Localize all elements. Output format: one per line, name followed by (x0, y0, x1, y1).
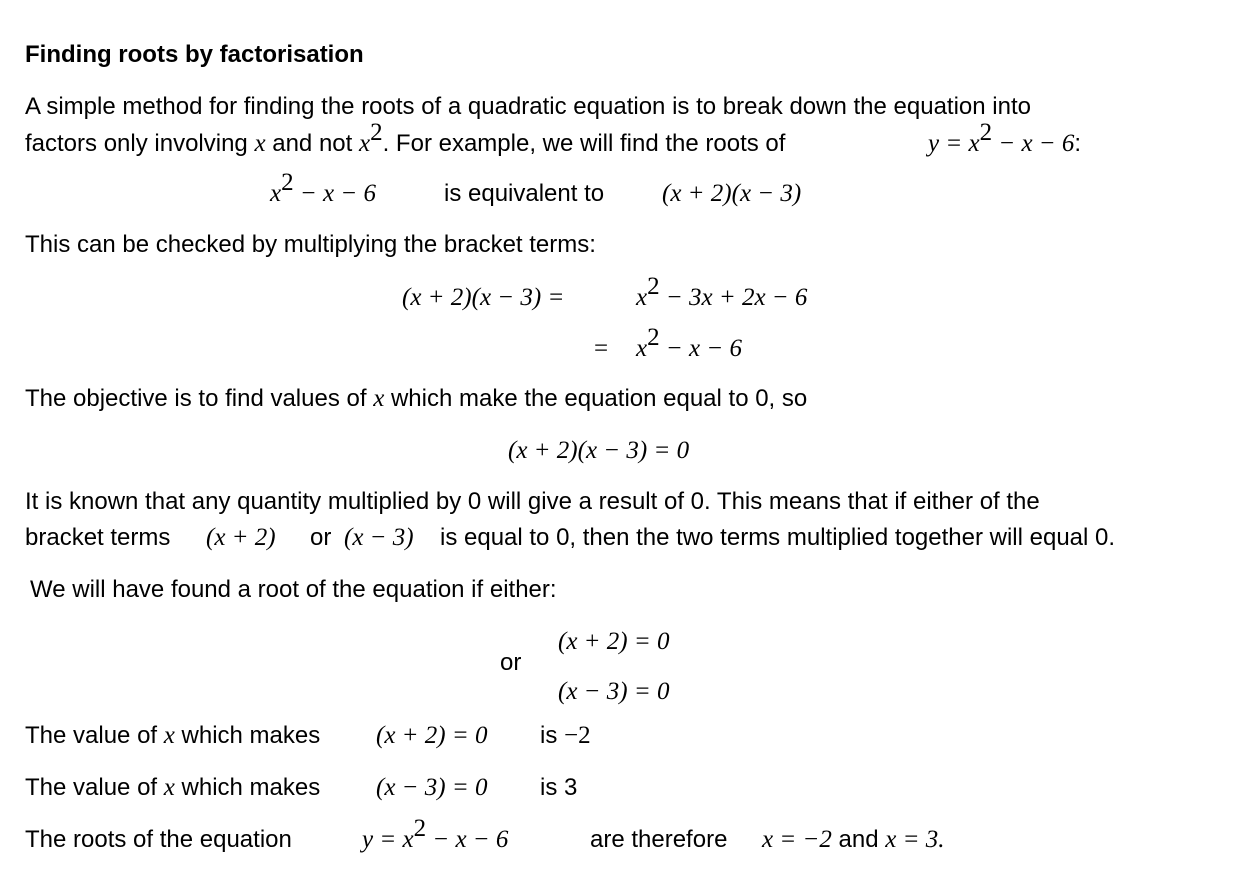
known-line-2a: bracket terms (25, 524, 171, 551)
value-2-equation: (x − 3) = 0 (376, 774, 488, 801)
root-and: and (831, 826, 886, 853)
option-equation-2: (x − 3) = 0 (558, 678, 670, 705)
eq-y: y = (928, 130, 969, 157)
option-or: or (500, 649, 522, 676)
concl-exponent: 2 (413, 815, 427, 842)
value-2-a: The value of (25, 774, 164, 801)
concl-y: y = (362, 826, 403, 853)
expand-equals: = (594, 335, 609, 362)
conclusion-b: are therefore (590, 826, 728, 853)
conclusion-roots (762, 825, 944, 855)
objective-b: which make the equation equal to 0, so (384, 385, 808, 412)
intro-text-c: . For example, we will find the roots of (382, 130, 786, 157)
intro-line-1: A simple method for finding the roots of a quadratic equation is to break down the equation into (25, 93, 1031, 120)
eq-x: x (968, 130, 980, 157)
value-1-val: −2 (564, 722, 591, 749)
concl-rest: − x − 6 (426, 826, 509, 853)
objective-text (25, 384, 807, 414)
zero-equation: (x + 2)(x − 3) = 0 (508, 437, 690, 464)
objective-x: x (373, 385, 385, 412)
var-x-squared: x (358, 130, 371, 157)
rhs2-rest: − x − 6 (659, 335, 742, 362)
intro-text-b: and not (265, 130, 359, 157)
intro-text-a: factors only involving (25, 130, 255, 157)
known-line-2b: is equal to 0, then the two terms multiplied together will equal 0. (440, 524, 1116, 551)
expand-rhs-2 (636, 324, 742, 364)
value-1-result (540, 721, 591, 751)
intro-equation (928, 119, 1082, 159)
root-1: x = −2 (762, 826, 832, 853)
value-1-a: The value of (25, 722, 164, 749)
eq-rest: − x − 6 (992, 130, 1075, 157)
check-text: This can be checked by multiplying the bracket terms: (25, 231, 596, 258)
exponent: 2 (370, 119, 383, 146)
value-2-result: is 3 (540, 774, 578, 801)
known-term-1: (x + 2) (206, 524, 276, 551)
conclusion-a: The roots of the equation (25, 826, 292, 853)
value-1-is: is (540, 722, 558, 749)
value-1-text (25, 721, 320, 751)
value-2-text (25, 773, 320, 803)
objective-a: The objective is to find values of (25, 385, 374, 412)
rhs2-x: x (636, 335, 648, 362)
eq-exponent: 2 (979, 119, 993, 146)
lhs-x: x (270, 180, 282, 207)
equiv-rhs: (x + 2)(x − 3) (662, 180, 802, 207)
value-1-x: x (163, 722, 175, 749)
rhs1-exponent: 2 (647, 273, 660, 300)
rhs2-exponent: 2 (647, 324, 660, 351)
known-term-2: (x − 3) (344, 524, 414, 551)
rhs1-rest: − 3x + 2x − 6 (659, 284, 808, 311)
root-2: x = 3. (885, 826, 945, 853)
found-text: We will have found a root of the equation if either: (30, 576, 557, 603)
lhs-exponent: 2 (281, 169, 294, 196)
known-line-1: It is known that any quantity multiplied by 0 will give a result of 0. This means that if either of the (25, 488, 1040, 515)
conclusion-equation (362, 815, 509, 855)
known-or: or (310, 524, 332, 551)
expand-lhs: (x + 2)(x − 3) = (402, 284, 565, 311)
eq-colon: : (1074, 130, 1082, 157)
rhs1-x: x (636, 284, 648, 311)
equiv-lhs (270, 169, 376, 209)
page-title: Finding roots by factorisation (25, 41, 364, 68)
var-x: x (254, 130, 266, 157)
value-1-b: which makes (174, 722, 321, 749)
concl-x: x (402, 826, 414, 853)
value-2-b: which makes (174, 774, 321, 801)
equiv-middle: is equivalent to (444, 180, 605, 207)
value-1-equation: (x + 2) = 0 (376, 722, 488, 749)
intro-line-2 (25, 119, 786, 159)
lhs-rest: − x − 6 (293, 180, 376, 207)
expand-rhs-1 (636, 273, 808, 313)
option-equation-1: (x + 2) = 0 (558, 628, 670, 655)
value-2-x: x (163, 774, 175, 801)
